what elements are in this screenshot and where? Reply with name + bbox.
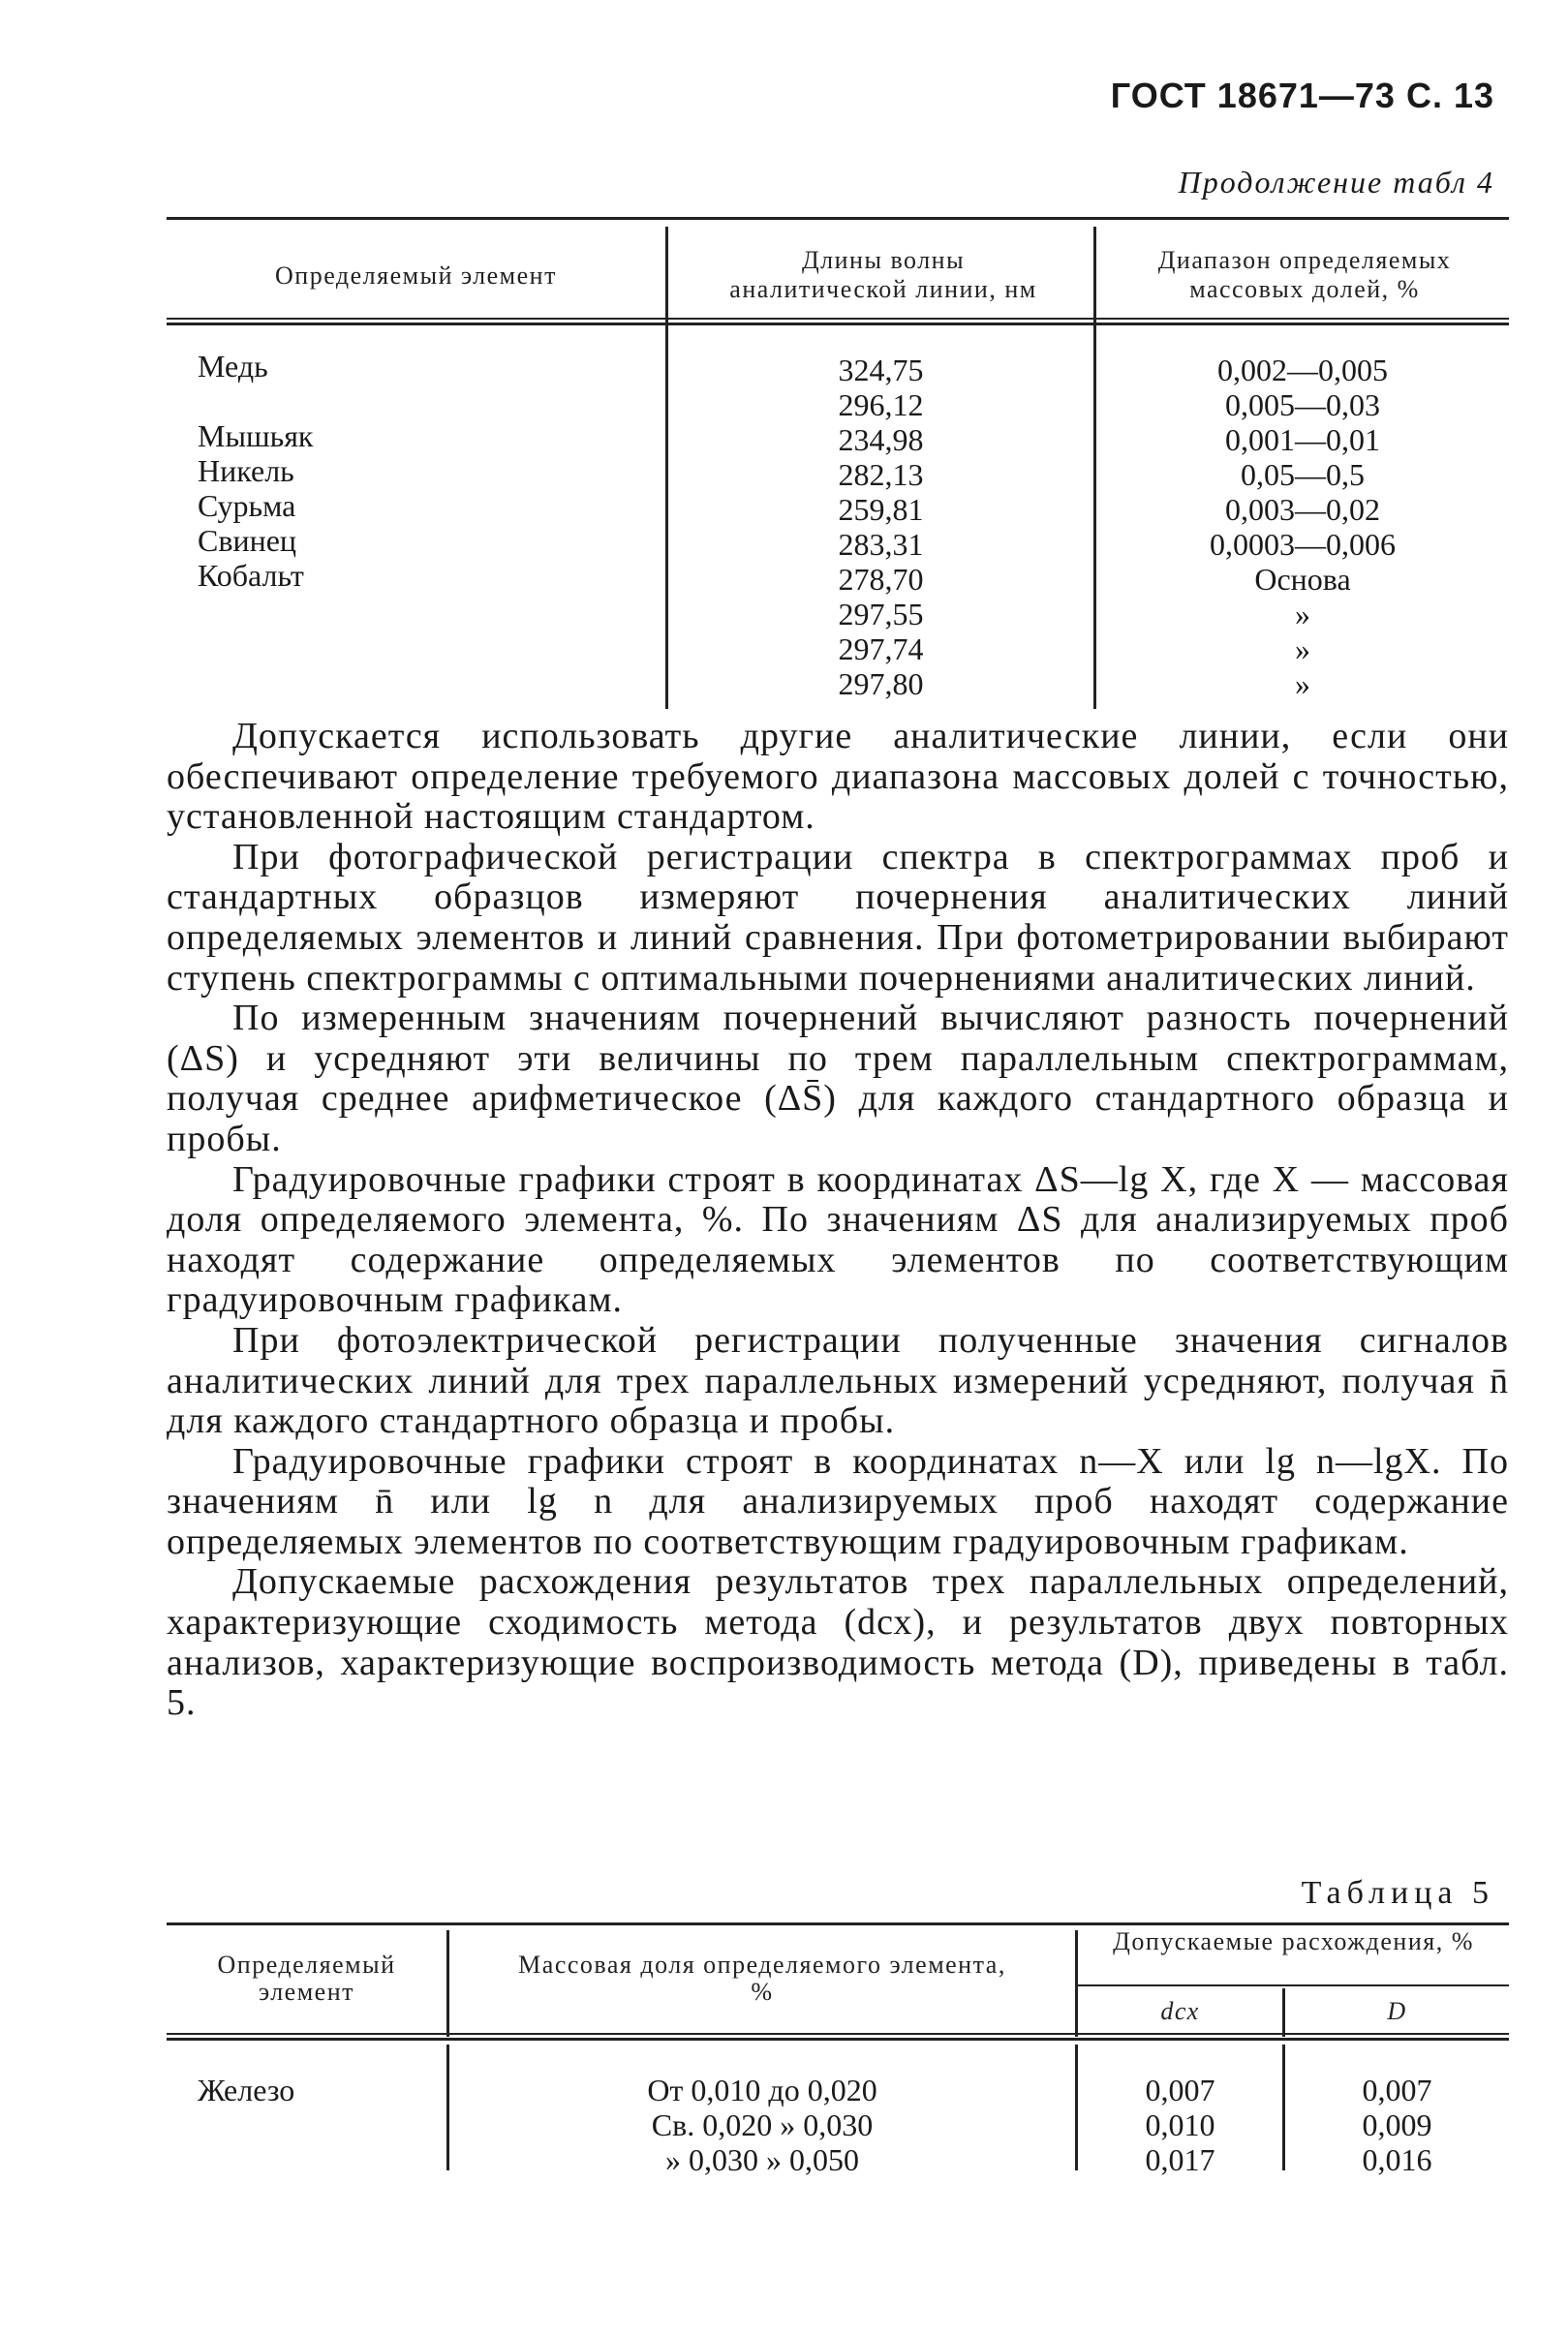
paragraph-text: По измеренным значениям почернений вычисляют разность почернений (ΔS) и усредняют эти величины по трем параллельным спектрограммам, получая среднее арифметическое (ΔS̄) для каждого стандартного образца и пробы.	[167, 998, 1509, 1159]
table4-cell-wavelength: 234,98	[838, 422, 924, 457]
table5-dcx-values	[1078, 2073, 1282, 2177]
table5-cell-dcx: 0,010	[1145, 2107, 1215, 2142]
table4-cell-element: Кобальт	[198, 558, 304, 593]
table5-top-rule	[167, 1922, 1509, 1925]
table4-wavelengths	[668, 353, 1093, 701]
table5-header-rule-a	[167, 2033, 1509, 2035]
paragraph-text: При фотоэлектрической регистрации полученные значения сигналов аналитических линий для трех параллельных измерений усредняют, получая n̄ для каждого стандартного образца и пробы.	[167, 1319, 1509, 1442]
paragraph-text: Допускается использовать другие аналитические линии, если они обеспечивают определение требуемого диапазона массовых долей с точностью, установленной настоящим стандартом.	[167, 716, 1509, 838]
paragraph-text: Градуировочные графики строят в координатах ΔS—lg X, где X — массовая доля определяемого элемента, %. По значениям ΔS для анализируемых проб находят содержание определяемых элементов по соответствующим градуировочным графикам.	[167, 1158, 1509, 1321]
table4-cell-wavelength: 296,12	[838, 387, 924, 422]
table5-cell-dcx: 0,007	[1145, 2073, 1215, 2107]
table5-header-fraction: Массовая доля определяемого элемента, %	[518, 1951, 1006, 2006]
table4-cell-range: »	[1295, 631, 1310, 666]
table4-cell-range: 0,005—0,03	[1225, 387, 1380, 422]
table5-cell-d: 0,007	[1362, 2073, 1432, 2107]
table5-fractions	[449, 2073, 1075, 2177]
table4-elements	[198, 349, 313, 593]
paragraph-text: Допускаемые расхождения результатов трех параллельных определений, характеризующие сходимость метода (dсх), и результатов двух повторных анализов, характеризующие воспроизводимость метода (D), приведены в табл. 5.	[167, 1561, 1509, 1724]
table5	[167, 1922, 1509, 2213]
table4-cell-range: »	[1295, 597, 1310, 631]
table4-continuation-label: Продолжение табл 4	[1178, 165, 1494, 200]
table4-cell-range: 0,0003—0,006	[1210, 527, 1396, 562]
table4-cell-range: »	[1295, 666, 1310, 701]
table4-cell-wavelength: 297,80	[838, 666, 924, 701]
table5-cell-fraction: Св. 0,020 » 0,030	[651, 2107, 874, 2142]
paragraph-text: При фотографической регистрации спектра в спектрограммах проб и стандартных образцов измеряют почернения аналитических линий определяемых элементов и линий сравнения. При фотометрировании выбирают ступень спектрограммы с оптимальными почернениями аналитических линий.	[167, 836, 1509, 999]
table4-cell-element: Сурьма	[198, 488, 296, 523]
table4-cell-range: 0,003—0,02	[1225, 492, 1380, 527]
table5-cell-fraction: От 0,010 до 0,020	[647, 2073, 877, 2107]
paragraph	[167, 1160, 1509, 1321]
paragraph	[167, 838, 1509, 999]
table5-d-values	[1285, 2073, 1509, 2177]
table4-header-wavelength: Длины волны аналитической линии, нм	[729, 246, 1037, 303]
table5-header-d: D	[1387, 1997, 1407, 2025]
table4-header-rule-b	[167, 323, 1509, 325]
paragraph	[167, 1562, 1509, 1723]
table4-top-rule	[167, 217, 1509, 220]
body-text	[167, 717, 1509, 1724]
table5-cell-fraction: » 0,030 » 0,050	[665, 2142, 859, 2177]
table4-cell-element: Мышьяк	[198, 418, 314, 453]
table4-cell-wavelength: 259,81	[838, 492, 924, 527]
table4-cell-element: Медь	[198, 349, 268, 384]
table5-header-rule-b	[167, 2038, 1509, 2041]
table4-cell-wavelength: 278,70	[838, 562, 924, 597]
paragraph	[167, 1321, 1509, 1442]
table4-cell-element: Свинец	[198, 523, 297, 558]
table4-cell-wavelength: 297,74	[838, 631, 924, 666]
table4-cell-wavelength: 324,75	[838, 353, 924, 387]
table5-header-dcx: dсх	[1160, 1997, 1200, 2025]
table4	[167, 213, 1509, 705]
page-header: ГОСТ 18671—73 С. 13	[1110, 76, 1494, 115]
table5-caption: Таблица 5	[1301, 1875, 1494, 1911]
paragraph	[167, 999, 1509, 1159]
table4-cell-element: Никель	[198, 453, 294, 488]
table5-cell-element: Железо	[198, 2073, 295, 2107]
table5-cell-d: 0,009	[1362, 2107, 1432, 2142]
table4-cell-wavelength: 297,55	[838, 597, 924, 631]
table4-cell-range: 0,05—0,5	[1241, 457, 1365, 492]
table4-ranges	[1096, 353, 1509, 701]
table5-header-allowed: Допускаемые расхождения, %	[1113, 1927, 1474, 1955]
paragraph	[167, 717, 1509, 838]
table4-cell-range: Основа	[1254, 562, 1351, 597]
table4-cell-range: 0,002—0,005	[1217, 353, 1388, 387]
table4-cell-wavelength: 283,31	[838, 527, 924, 562]
table5-cell-d: 0,016	[1362, 2142, 1432, 2177]
table5-header-element: Определяемый элемент	[217, 1951, 396, 2006]
table4-header-element: Определяемый элемент	[275, 261, 557, 290]
table4-header-rule-a	[167, 318, 1509, 320]
table4-header-range: Диапазон определяемых массовых долей, %	[1157, 246, 1452, 303]
table4-cell-element	[198, 384, 313, 418]
table5-cell-dcx: 0,017	[1145, 2142, 1215, 2177]
table4-cell-wavelength: 282,13	[838, 457, 924, 492]
paragraph	[167, 1442, 1509, 1563]
table5-header-divider-1	[446, 1930, 449, 2037]
table4-cell-range: 0,001—0,01	[1225, 422, 1380, 457]
paragraph-text: Градуировочные графики строят в координатах n—X или lg n—lgX. По значениям n̄ или lg n для анализируемых проб находят содержание определяемых элементов по соответствующим градуировочным графикам.	[167, 1440, 1509, 1562]
table5-subheader-rule	[1078, 1984, 1509, 1986]
